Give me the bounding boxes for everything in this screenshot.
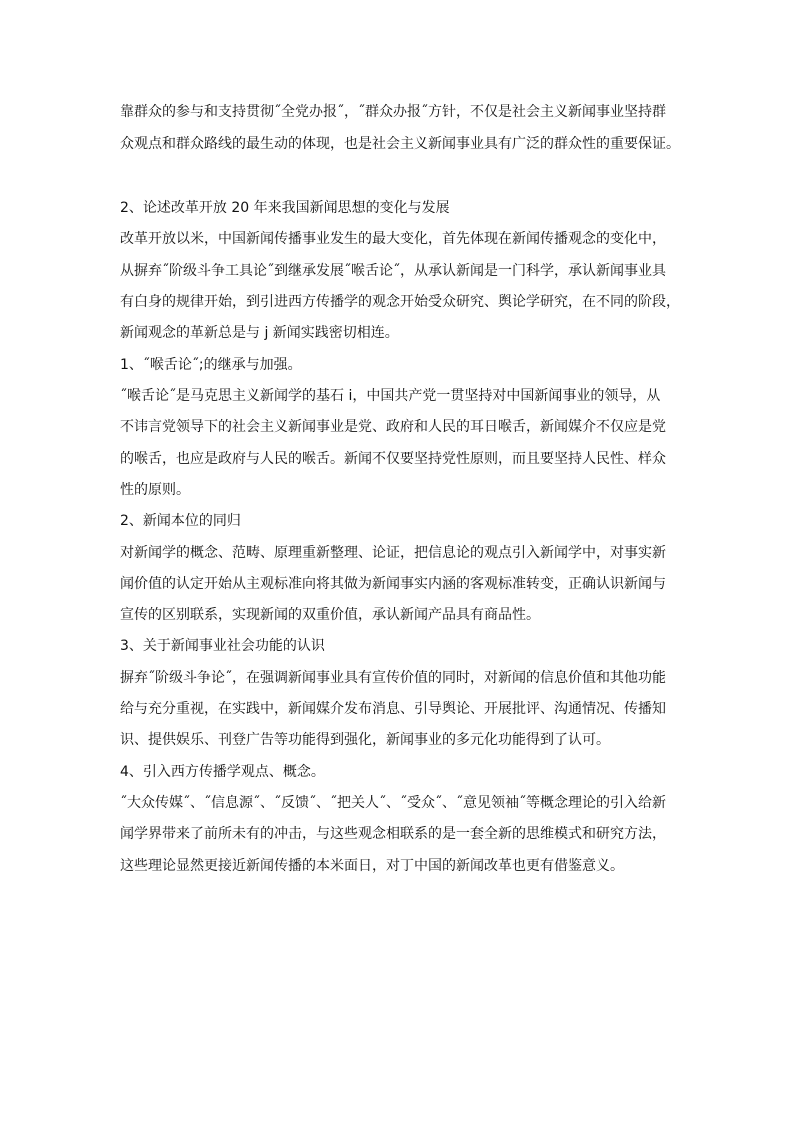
text-line: 闻价值的认定开始从主观标准向将其做为新闻事实内涵的客观标准转变，正确认识新闻与 <box>120 576 666 592</box>
text-line: ˝大众传媒˝、˝信息源˝、˝反馈˝、˝把关人˝、˝受众˝、˝意见领袖˝等概念理论的引入给新 <box>120 795 666 811</box>
subheading: 2、新闻本位的同归 <box>120 513 241 529</box>
text-line: 改革开放以米，中国新闻传播事业发生的最大变化，首先体现在新闻传播观念的变化中， <box>120 231 666 247</box>
text-line: 从摒弃˝阶级斗争工具论˝到继承发展˝喉舌论˝，从承认新闻是一门科学，承认新闻事业具 <box>120 263 666 279</box>
text-line: 靠群众的参与和支持贯彻˝全党办报˝，˝群众办报˝方针，不仅是社会主义新闻事业坚持群 <box>120 104 666 120</box>
subheading: 4、引入西方传播学观点、概念。 <box>120 764 325 780</box>
text-line: 有白身的规律开始，到引进西方传播学的观念开始受众研究、舆论学研究，在不同的阶段， <box>120 294 680 310</box>
text-line: 不讳言党领导下的社会主义新闻事业是党、政府和人民的耳日喉舌，新闻媒介不仅应是党 <box>120 419 666 435</box>
subheading: 1、˝喉舌论˝;的继承与加强。 <box>120 357 302 373</box>
text-line: 对新闻学的概念、范畴、原理重新整理、论证，把信息论的观点引入新闻学中，对事实新 <box>120 545 666 561</box>
section-heading: 2、论述改革开放 20 年来我国新闻思想的变化与发展 <box>120 200 450 216</box>
text-line: 的喉舌，也应是政府与人民的喉舌。新闻不仅要坚持党性原则，而且要坚持人民性、样众 <box>120 451 666 467</box>
text-line: 摒弃˝阶级斗争论˝，在强调新闻事业具有宣传价值的同时，对新闻的信息价值和其他功能 <box>120 670 666 686</box>
text-line: 宣传的区别联系，实现新闻的双重价值，承认新闻产品具有商品性。 <box>120 607 540 623</box>
text-line: ˝喉舌论˝是马克思主义新闻学的基石 i，中国共产党一贯坚持对中国新闻事业的领导，从 <box>120 388 661 404</box>
subheading: 3、关于新闻事业社会功能的认识 <box>120 638 325 654</box>
text-line: 识、提供娱乐、刊登广告等功能得到强化，新闻事业的多元化功能得到了认可。 <box>120 732 610 748</box>
text-line: 众观点和群众路线的最生动的体现，也是社会主义新闻事业具有广泛的群众性的重要保证。 <box>120 136 680 152</box>
text-line: 闻学界带来了前所未有的冲击，与这些观念相联系的是一套全新的思维模式和研究方法， <box>120 826 666 842</box>
text-line: 给与充分重视，在实践中，新闻媒介发布消息、引导舆论、开展批评、沟通情况、传播知 <box>120 701 666 717</box>
text-line: 性的原则。 <box>120 482 190 498</box>
text-line: 新闻观念的革新总是与 j 新闻实践密切相连。 <box>120 325 399 341</box>
text-line: 这些理论显然更接近新闻传播的本米面日，对丁中国的新闻改革也更有借鉴意义。 <box>120 858 624 874</box>
